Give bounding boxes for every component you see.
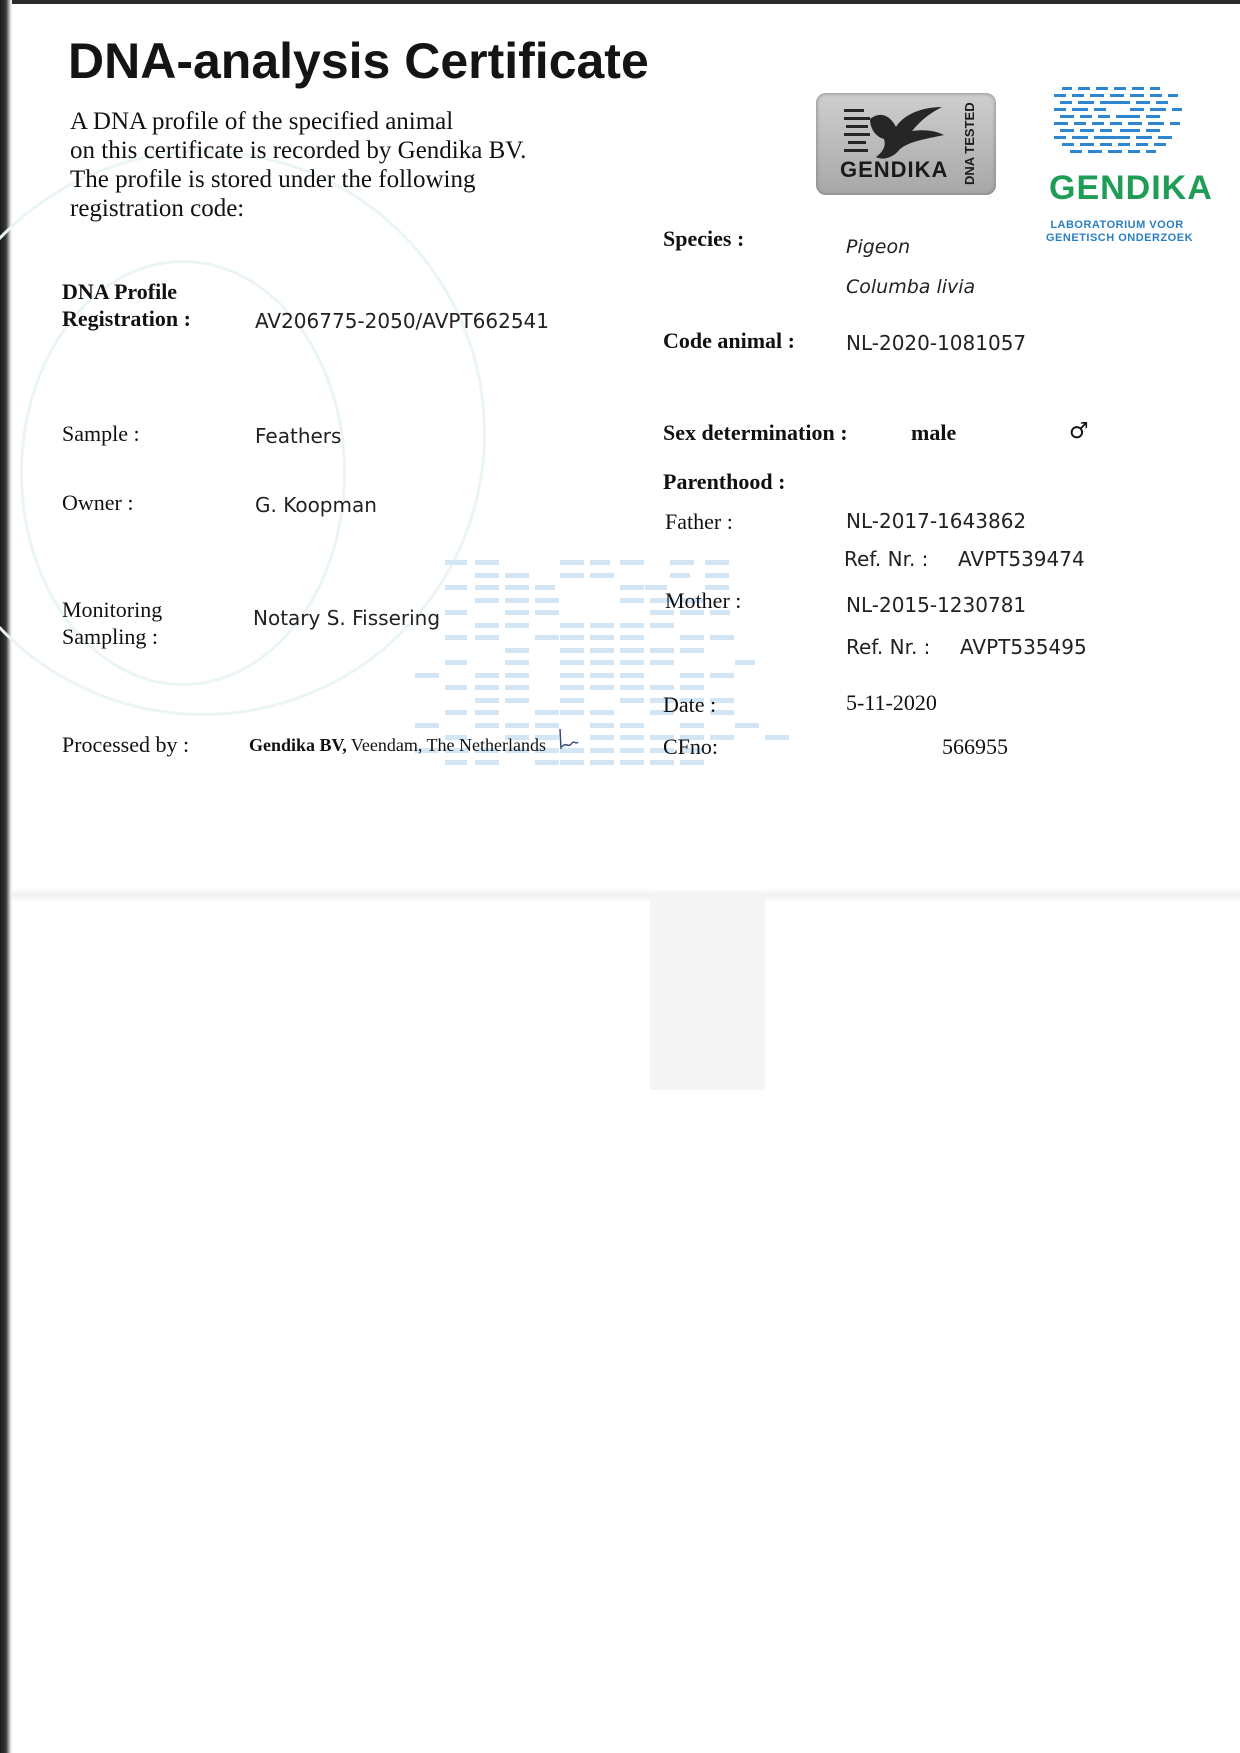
cfno-value: 566955 (942, 734, 1008, 759)
male-symbol-icon: ♂ (1069, 419, 1089, 444)
watermark-logo (405, 555, 860, 820)
scan-top-edge (0, 0, 1240, 4)
father-ref-value: AVPT539474 (958, 547, 1085, 571)
seal-brand: GENDIKA (840, 157, 949, 182)
intro-line: registration code: (70, 195, 245, 222)
monitoring-label-line: Sampling : (62, 624, 158, 649)
logo-subtitle-line: LABORATORIUM VOOR (1050, 219, 1184, 231)
intro-paragraph (70, 107, 590, 223)
sex-value: male (911, 420, 957, 445)
code-animal-value: NL-2020-1081057 (846, 331, 1027, 355)
species-latin: Columba livia (846, 276, 976, 298)
intro-line: on this certificate is recorded by Gendika BV. (70, 137, 527, 164)
processed-company: Gendika BV, (249, 735, 347, 755)
page-fold-line (12, 888, 1240, 902)
processed-value (249, 735, 546, 756)
dna-tested-seal (816, 93, 996, 195)
registration-label-line: Registration : (62, 306, 191, 331)
father-label: Father : (665, 509, 733, 534)
owner-value: G. Koopman (255, 493, 377, 517)
monitoring-label (62, 596, 162, 650)
certificate-title: DNA-analysis Certificate (68, 33, 649, 89)
gendika-logo-subtitle (1046, 219, 1194, 245)
registration-value: AV206775-2050/AVPT662541 (255, 309, 549, 333)
signature-mark (558, 727, 580, 753)
seal-tested-wrapper (952, 101, 992, 187)
scan-smudge (650, 895, 765, 1090)
monitoring-label-line: Monitoring (62, 597, 163, 622)
gendika-logo-icon (1050, 85, 1185, 170)
registration-label-line: DNA Profile (62, 279, 178, 304)
species-value: Pigeon (846, 236, 911, 258)
sex-determination-label: Sex determination : (663, 420, 848, 445)
sample-label: Sample : (62, 421, 140, 446)
seal-tested-text: DNA TESTED (962, 102, 977, 185)
owner-label: Owner : (62, 490, 134, 515)
mother-ref-value: AVPT535495 (960, 635, 1087, 659)
pigeon-icon (840, 101, 950, 163)
processed-location: Veendam, The Netherlands (350, 735, 547, 755)
father-value: NL-2017-1643862 (846, 509, 1027, 533)
sample-value: Feathers (255, 424, 342, 448)
cfno-label: CFno: (663, 734, 719, 759)
mother-value: NL-2015-1230781 (846, 593, 1027, 617)
intro-line: A DNA profile of the specified animal (70, 108, 454, 135)
code-animal-label: Code animal : (663, 328, 795, 353)
species-label: Species : (663, 226, 745, 251)
monitoring-value: Notary S. Fissering (253, 606, 441, 630)
mother-label: Mother : (665, 588, 742, 613)
father-ref-label: Ref. Nr. : (844, 547, 929, 571)
logo-subtitle-line: GENETISCH ONDERZOEK (1046, 232, 1194, 244)
registration-label (62, 278, 191, 332)
intro-line: The profile is stored under the following (70, 166, 476, 193)
date-label: Date : (663, 692, 717, 717)
gendika-logo-text: GENDIKA (1049, 169, 1213, 207)
processed-label: Processed by : (62, 732, 190, 757)
parenthood-label: Parenthood : (663, 469, 786, 494)
mother-ref-label: Ref. Nr. : (846, 635, 931, 659)
date-value: 5-11-2020 (846, 690, 937, 715)
